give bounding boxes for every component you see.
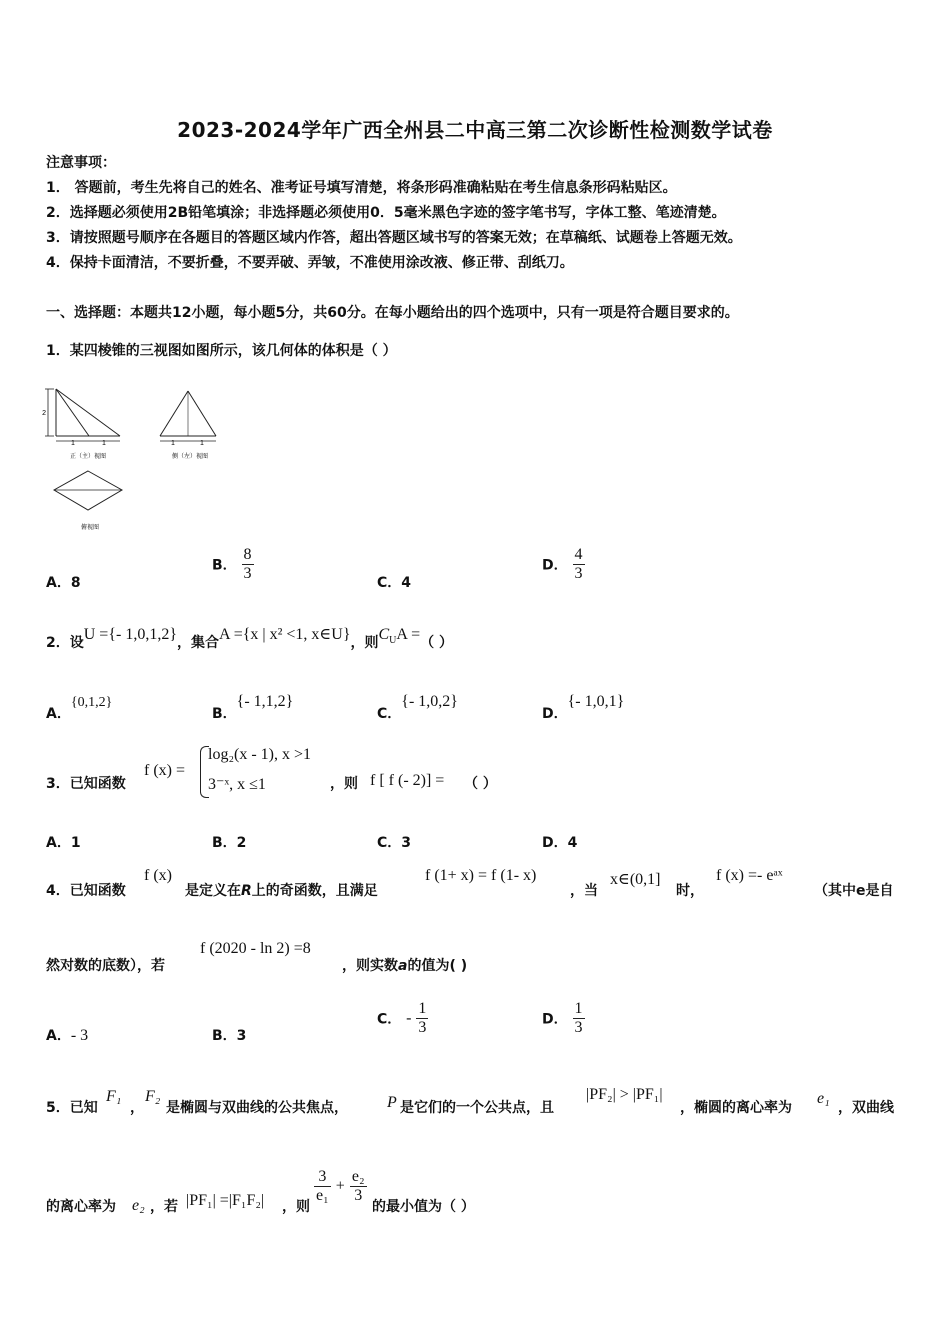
question-2-stem — [46, 626, 453, 654]
q5-text-4: ，双曲线 — [838, 1100, 894, 1116]
q2-blank: （ ） — [420, 635, 453, 651]
option-value: {- 1,0,1} — [567, 693, 625, 710]
plus-sign: + — [335, 1177, 345, 1195]
q5-inequality: |PF₂| > |PF₁| — [586, 1086, 663, 1103]
side-width-label-1: 1 — [171, 440, 175, 447]
q5-text-3: ，椭圆的离心率为 — [680, 1100, 792, 1116]
q1-option-a[interactable] — [46, 572, 81, 592]
option-label: B． — [212, 706, 237, 722]
denominator: 3 — [354, 1187, 363, 1204]
q4-definition: f (x) =- eᵃˣ — [716, 867, 783, 884]
q2-number: 2．设 — [46, 635, 84, 651]
front-width-label-2: 1 — [102, 440, 106, 447]
q4-line-2a: 然对数的底数），若 — [46, 958, 165, 974]
q5-f1 — [106, 1088, 121, 1106]
option-value: 3 — [236, 1028, 247, 1044]
three-view-figure — [40, 383, 230, 538]
top-view-caption: 俯视图 — [80, 525, 100, 531]
option-value: - 3 — [70, 1027, 89, 1044]
option-label: B． — [212, 1028, 237, 1044]
section-heading: 一、选择题：本题共12小题，每小题5分，共60分。在每小题给出的四个选项中，只有一项是符合题目要求的。 — [46, 305, 739, 321]
numerator: 1 — [418, 1000, 427, 1017]
fraction — [416, 1000, 428, 1037]
q5-p — [387, 1094, 397, 1112]
q4-condition: f (2020 - ln 2) =8 — [200, 940, 311, 957]
numerator: 8 — [243, 546, 252, 563]
q2-option-b[interactable] — [212, 693, 294, 723]
q4-option-c[interactable] — [377, 1000, 428, 1037]
front-view-caption: 正（主）视图 — [69, 454, 107, 460]
side-width-label-2: 1 — [200, 440, 204, 447]
option-label: C． — [377, 1011, 402, 1028]
option-label: A． — [46, 835, 71, 851]
q2-set-a: A ={x | x² <1, x∈U} — [219, 626, 351, 643]
q4-text-4: （其中e是自 — [814, 883, 894, 899]
option-label: A． — [46, 575, 71, 591]
q2-option-d[interactable] — [542, 693, 625, 723]
top-view — [54, 471, 122, 531]
option-label: D． — [542, 1011, 568, 1028]
q5-line-2c: ，则 — [282, 1199, 310, 1215]
q3-text: ，则 — [330, 776, 358, 792]
front-width-label-1: 1 — [71, 440, 75, 447]
q2-complement: C — [378, 626, 390, 643]
q5-line-2b: ，若 — [150, 1199, 178, 1215]
option-label: D． — [542, 835, 568, 851]
q3-case-2: 3⁻ˣ, x ≤1 — [208, 776, 266, 793]
option-label: C． — [377, 575, 402, 591]
page-title: 2023-2024学年广西全州县二中高三第二次诊断性检测数学试卷 — [177, 118, 773, 142]
fraction — [573, 1000, 585, 1037]
numerator: e₂ — [351, 1168, 365, 1185]
denominator: e₁ — [316, 1187, 329, 1204]
q4-text: ，则实数 — [342, 958, 398, 974]
q4-text-3: 时， — [676, 883, 704, 899]
q3-expression: f [ f (- 2)] = — [370, 772, 445, 789]
option-label: D． — [542, 706, 568, 722]
q4-option-b[interactable] — [212, 1025, 246, 1045]
q2-text: ，则 — [350, 635, 379, 651]
front-height-label: 2 — [42, 410, 46, 417]
q5-sep: ， — [130, 1100, 144, 1116]
option-label: B． — [212, 557, 237, 574]
notice-item-4: 4．保持卡面清洁，不要折叠，不要弄破、弄皱，不准使用涂改液、修正带、刮纸刀。 — [46, 255, 574, 271]
q5-e1-symbol: e₁ — [817, 1090, 830, 1107]
q4-text-2: ，当 — [570, 883, 598, 899]
option-value: {- 1,1,2} — [236, 693, 294, 710]
option-label: C． — [377, 835, 402, 851]
denominator: 3 — [574, 1019, 583, 1036]
q4-function: f (x) — [144, 867, 172, 884]
q5-f2-symbol: F₂ — [145, 1088, 161, 1105]
q5-text-1: 是椭圆与双曲线的公共焦点， — [166, 1100, 348, 1116]
option-value: 3 — [401, 835, 412, 851]
option-label: A． — [46, 706, 71, 722]
option-label: C． — [377, 706, 402, 722]
notice-item-2: 2．选择题必须使用2B铅笔填涂；非选择题必须使用0．5毫米黑色字迹的签字笔书写，字体工整、笔迹清楚。 — [46, 205, 726, 221]
q3-option-a[interactable] — [46, 832, 81, 852]
q1-option-b[interactable] — [212, 546, 254, 583]
q3-blank: （ ） — [464, 776, 497, 792]
q3-option-d[interactable] — [542, 832, 577, 852]
fraction — [242, 546, 254, 583]
q4-option-a[interactable] — [46, 1025, 88, 1045]
q5-e1 — [817, 1090, 830, 1108]
q1-option-c[interactable] — [377, 572, 411, 592]
option-value: 2 — [236, 835, 247, 851]
q1-option-d[interactable] — [542, 546, 585, 583]
q3-option-c[interactable] — [377, 832, 411, 852]
fraction — [314, 1168, 331, 1205]
option-value: 4 — [401, 575, 412, 591]
numerator: 3 — [314, 1168, 331, 1187]
q5-line-2a: 的离心率为 — [46, 1199, 116, 1215]
q5-line-2d: 的最小值为（ ） — [372, 1199, 475, 1215]
option-label: A． — [46, 1028, 71, 1044]
q4-text: 的值为( ) — [407, 958, 468, 974]
q4-text-1 — [185, 880, 378, 900]
notice-item-3: 3．请按照题号顺序在各题目的答题区域内作答，超出答题区域书写的答案无效；在草稿纸、试题卷上答题无效。 — [46, 230, 742, 246]
q5-e2-symbol: e₂ — [132, 1197, 145, 1214]
q2-option-c[interactable] — [377, 693, 458, 723]
q4-label: 4．已知函数 — [46, 883, 126, 899]
q2-set-u: U ={- 1,0,1,2} — [83, 626, 178, 643]
q4-option-d[interactable] — [542, 1000, 585, 1037]
q4-line-2b — [342, 955, 467, 975]
denominator: 3 — [574, 565, 583, 582]
q5-f2 — [145, 1088, 160, 1106]
question-3-label: 3．已知函数 — [46, 776, 126, 792]
q5-p-symbol: P — [387, 1094, 397, 1111]
fraction — [350, 1168, 367, 1205]
fraction — [573, 546, 585, 583]
q2-text: ，集合 — [177, 635, 220, 651]
numerator: 1 — [574, 1000, 583, 1017]
q3-option-b[interactable] — [212, 832, 246, 852]
side-view-caption: 侧（左）视图 — [171, 454, 209, 460]
q5-expression — [314, 1168, 367, 1205]
q5-equation: |PF₁| =|F₁F₂| — [186, 1192, 265, 1209]
option-label: B． — [212, 835, 237, 851]
notice-item-1: 1． 答题前，考生先将自己的姓名、准考证号填写清楚，将条形码准确粘贴在考生信息条形码粘贴区。 — [46, 180, 677, 196]
q4-r: R — [241, 883, 252, 899]
q5-e2 — [132, 1197, 145, 1215]
q5-f1-symbol: F₁ — [106, 1088, 122, 1105]
q2-option-a[interactable] — [46, 695, 113, 723]
question-1-stem: 1．某四棱锥的三视图如图所示，该几何体的体积是（ ） — [46, 343, 397, 359]
q4-symmetry-eq: f (1+ x) = f (1- x) — [425, 867, 537, 884]
notice-heading: 注意事项： — [46, 155, 116, 171]
option-value: 4 — [567, 835, 578, 851]
front-view — [42, 389, 120, 460]
q3-case-1: log₂(x - 1), x >1 — [208, 746, 312, 763]
denominator: 3 — [418, 1019, 427, 1036]
option-sign: - — [406, 1009, 412, 1027]
q2-complement-rest: A = — [396, 626, 421, 643]
q2-complement-sub: U — [389, 635, 397, 646]
q4-text: 上的奇函数，且满足 — [251, 883, 378, 899]
q4-a: a — [398, 958, 408, 974]
q4-text: 是定义在 — [185, 883, 241, 899]
numerator: 4 — [574, 546, 583, 563]
option-value: {0,1,2} — [70, 695, 113, 710]
option-label: D． — [542, 557, 568, 574]
q5-label: 5．已知 — [46, 1100, 98, 1116]
option-value: 8 — [70, 575, 81, 591]
option-value: 1 — [70, 835, 81, 851]
option-value: {- 1,0,2} — [401, 693, 458, 710]
denominator: 3 — [243, 565, 252, 582]
q3-function: f (x) = — [144, 762, 186, 779]
side-view — [160, 391, 216, 460]
q5-text-2: 是它们的一个公共点，且 — [400, 1100, 554, 1116]
q4-domain: x∈(0,1] — [610, 871, 661, 888]
